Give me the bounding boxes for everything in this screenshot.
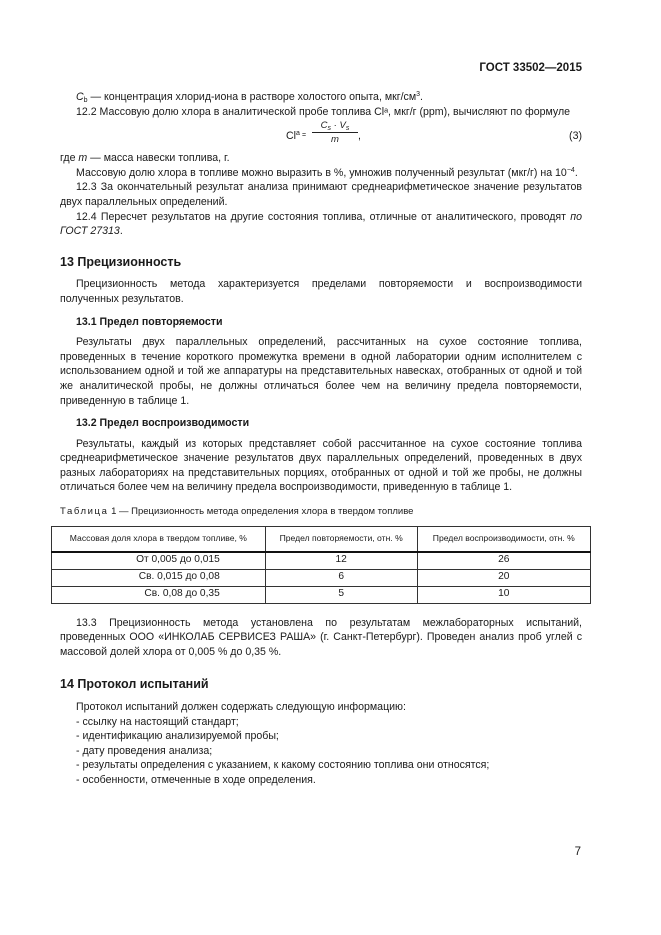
section-13-title: 13 Прецизионность xyxy=(60,254,182,269)
cb-subscript: b xyxy=(83,97,88,104)
num-c-sub: s xyxy=(327,125,332,133)
section-13-1-title: 13.1 Предел повторяемости xyxy=(76,315,223,328)
list-item: - дату проведения анализа; xyxy=(76,744,213,757)
table-cell: 5 xyxy=(265,586,417,603)
standard-header: ГОСТ 33502—2015 xyxy=(479,62,582,74)
list-item: - результаты определения с указанием, к какому состоянию топлива они относятся; xyxy=(76,759,490,772)
table-header-cell: Предел воспроизводимости, отн. % xyxy=(417,526,590,552)
num-v-sub: s xyxy=(345,125,350,133)
paragraph-percent xyxy=(60,166,582,181)
p12-4-end: . xyxy=(119,225,123,238)
cb-end: . xyxy=(420,91,423,103)
paragraph-12-3: 12.3 За окончательный результат анализа принимают среднеарифметическое значение результатов двух параллельных определений. xyxy=(60,181,582,208)
table-cell: 26 xyxy=(417,552,590,570)
p12-4-text: 12.4 Пересчет результатов на другие состояния топлива, отличные от аналитического, проводят xyxy=(76,210,571,223)
list-item: - идентификацию анализируемой пробы; xyxy=(76,730,279,743)
table-header-row xyxy=(52,526,591,552)
section-14-intro: Протокол испытаний должен содержать следующую информацию: xyxy=(76,701,406,714)
table-cell: 12 xyxy=(265,552,417,570)
cb-sup: 3 xyxy=(416,91,421,98)
formula-denominator: m xyxy=(331,134,339,146)
table-cell: 10 xyxy=(417,586,590,603)
precision-table xyxy=(51,526,591,604)
formula-comma: , xyxy=(358,130,361,143)
table-row xyxy=(52,552,591,570)
num-c: C xyxy=(320,120,328,132)
formula-fraction xyxy=(312,119,358,146)
table-cell: 6 xyxy=(265,569,417,586)
section-13-2-text: Результаты, каждый из которых представляет собой рассчитанное на сухое состояние топлива среднеарифметическое значение результатов двух параллельных определений, проведенных в двух разных лабораториях на представительных порциях, отобранных от одной и той же пробы, не должны отличаться более чем на величину предела воспроизводимости, приведенную в таблице 1. xyxy=(60,437,582,494)
section-13-1-text: Результаты двух параллельных определений, рассчитанных на сухое состояние топлива, проведенных в течение короткого промежутка времени в одной лаборатории одним исполнителем с использованием одной и той же аппаратуры на представительных навесках, отобранных от одной и той же аналитической пробы, не должны отличаться более чем на величину предела повторяемости, приведенную в таблице 1. xyxy=(60,336,582,407)
protocol-items-list xyxy=(60,715,582,788)
table-header-cell: Массовая доля хлора в твердом топливе, % xyxy=(52,526,266,552)
legend-m xyxy=(60,151,582,166)
num-dot: · xyxy=(331,120,340,132)
paragraph-12-4 xyxy=(60,210,582,239)
list-item: - ссылку на настоящий стандарт; xyxy=(76,715,239,728)
section-14-title: 14 Протокол испытаний xyxy=(60,677,209,692)
paragraph-12-2: 12.2 Массовую долю хлора в аналитической пробе топлива Clᵃ, мкг/г (ppm), вычисляют по формуле xyxy=(76,105,571,118)
table-cell: Св. 0,08 до 0,35 xyxy=(52,586,266,603)
table-caption-word: Таблица xyxy=(60,506,109,518)
legend-m-text: — масса навески топлива, г. xyxy=(87,152,230,165)
formula-numerator xyxy=(312,119,358,133)
percent-sup: −4 xyxy=(566,166,575,174)
section-13-3-text: 13.3 Прецизионность метода установлена по результатам межлабораторных испытаний, проведенных ООО «ИНКОЛАБ СЕРВИСЕЗ РАША» (г. Санкт-Петербург). Проведен анализ проб углей с массовой долей хлора от 0,005 % до 0,35 %. xyxy=(60,616,582,658)
table-cell: От 0,005 до 0,015 xyxy=(52,552,266,570)
section-13-intro: Прецизионность метода характеризуется пределами повторяемости и воспроизводимости полученных результатов. xyxy=(60,278,582,305)
cb-text: — концентрация хлорид-иона в растворе холостого опыта, мкг/см xyxy=(87,91,417,103)
table-row xyxy=(52,586,591,603)
formula-3 xyxy=(60,119,582,149)
page-content xyxy=(60,90,582,788)
list-item: - особенности, отмеченные в ходе определения. xyxy=(76,774,316,786)
table-caption-text: 1 — Прецизионность метода определения хлора в твердом топливе xyxy=(108,506,414,518)
table-1-caption xyxy=(60,505,582,520)
formula-equals: = xyxy=(302,132,307,140)
legend-m-pre: где xyxy=(60,152,79,165)
cb-symbol: C xyxy=(76,91,84,103)
legend-cb xyxy=(60,90,582,105)
table-cell: Св. 0,015 до 0,08 xyxy=(52,569,266,586)
page-number: 7 xyxy=(574,846,581,858)
table-row xyxy=(52,569,591,586)
formula-lhs xyxy=(286,129,300,144)
legend-m-symbol: m xyxy=(78,152,88,165)
num-v: V xyxy=(339,120,346,132)
formula-lhs-symbol: Cl xyxy=(286,130,297,143)
section-13-2-title: 13.2 Предел воспроизводимости xyxy=(76,417,250,430)
percent-text: Массовую долю хлора в топливе можно выразить в %, умножив полученный результат (мкг/г) на 10 xyxy=(76,166,567,179)
table-header-cell: Предел повторяемости, отн. % xyxy=(265,526,417,552)
gost-27313-reference: по ГОСТ 27313 xyxy=(60,210,582,238)
table-cell: 20 xyxy=(417,569,590,586)
formula-lhs-sup: a xyxy=(296,130,300,138)
percent-end: . xyxy=(574,166,578,179)
formula-number: (3) xyxy=(569,130,582,143)
